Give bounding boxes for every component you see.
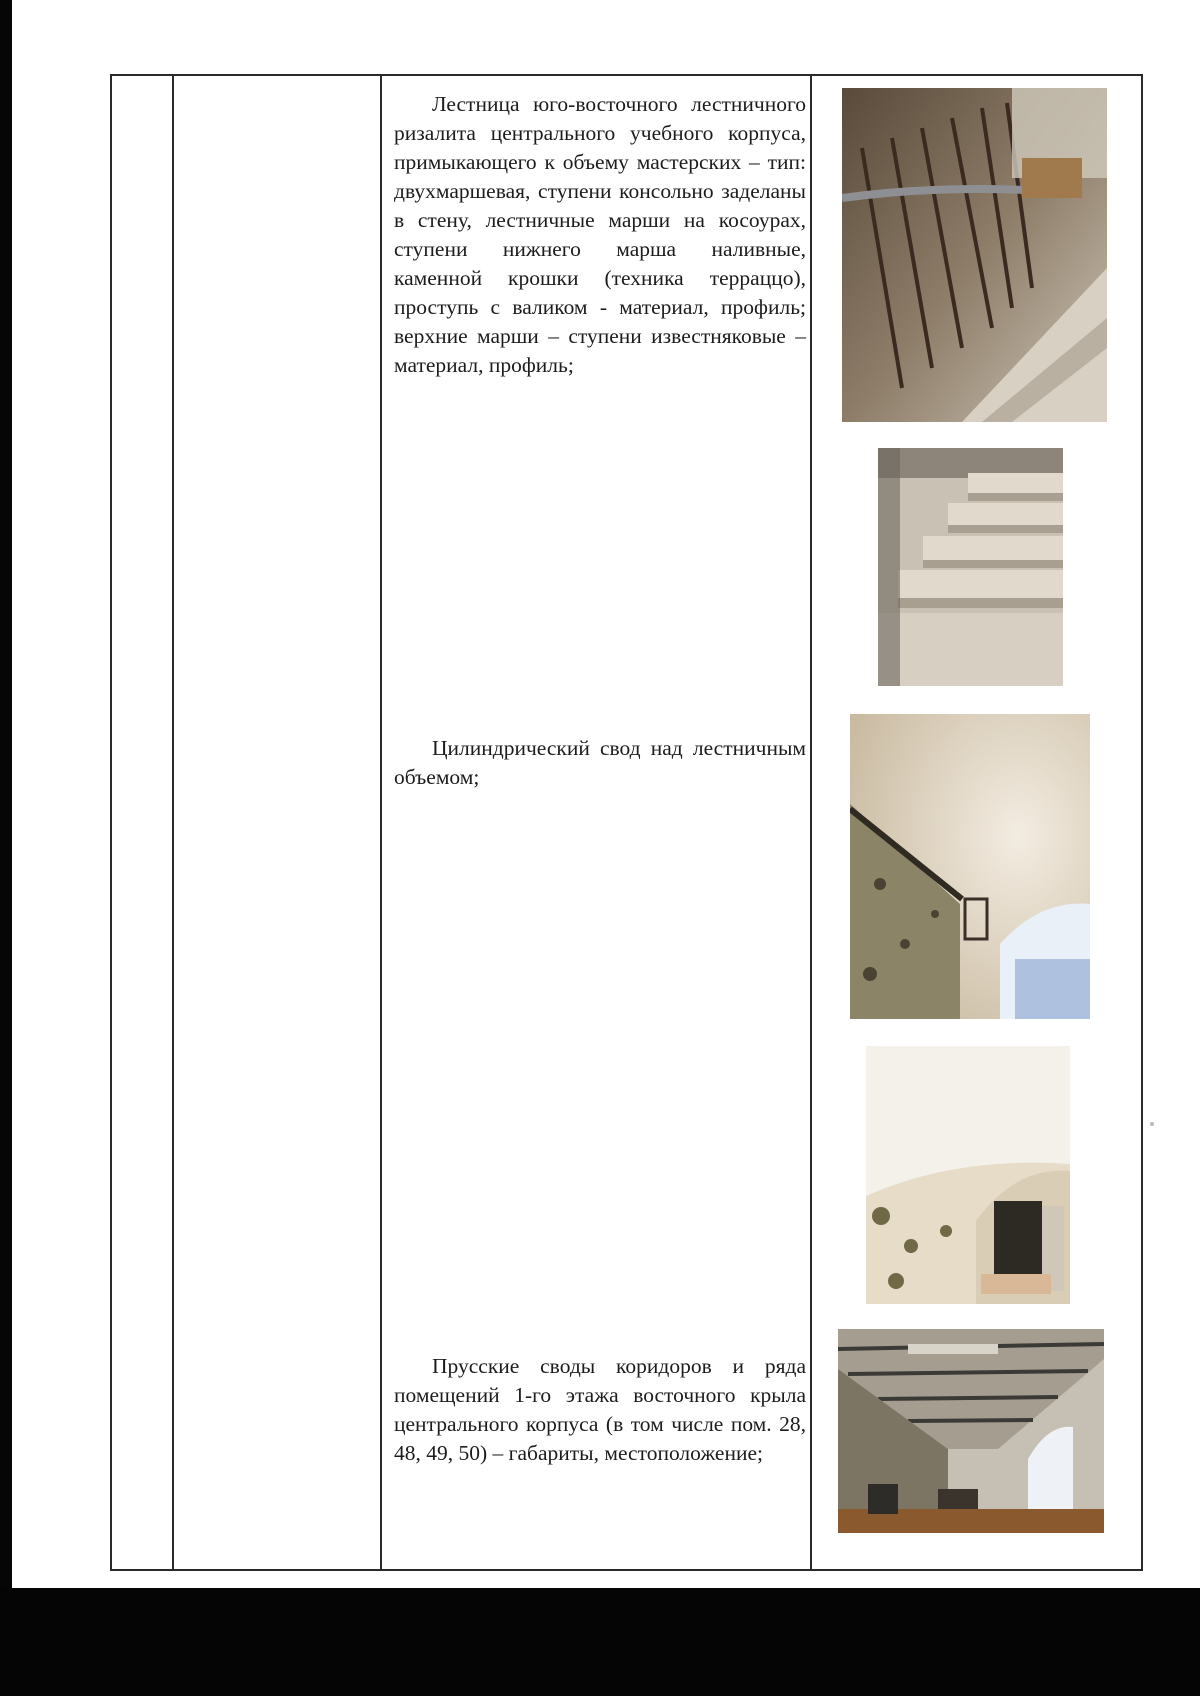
scan-bottom-edge xyxy=(0,1588,1200,1696)
corridor-prussian-vaults-photo xyxy=(838,1329,1104,1533)
table-border-left xyxy=(110,74,112,1569)
stone-steps-photo xyxy=(878,448,1063,686)
table-column-divider-1 xyxy=(172,74,174,1569)
table-row-1-description xyxy=(394,90,806,380)
staircase-railing-photo xyxy=(842,88,1107,422)
staircase-description: Лестница юго-восточного лестничного ризалита центрального учебного корпуса, примыкающего к объему мастерских – тип: двухмаршевая, ступени консольно заделаны в стену, лестничные марши на косоурах, ступени нижнего марша наливные, каменной крошки (техника терраццо), проступь с валиком - материал, профиль; верхние марши – ступени известняковые – материал, профиль; xyxy=(394,92,806,377)
scan-speck xyxy=(1150,1122,1154,1126)
table-column-divider-2 xyxy=(380,74,382,1569)
table-column-divider-3 xyxy=(810,74,812,1569)
prussian-vaults-description: Прусские своды коридоров и ряда помещений 1-го этажа восточного крыла центрального корпуса (в том числе пом. 28, 48, 49, 50) – габариты, местоположение; xyxy=(394,1354,806,1465)
table-border-right xyxy=(1141,74,1143,1569)
cylindrical-vault-wall-photo xyxy=(850,714,1090,1019)
scan-left-edge xyxy=(0,0,12,1696)
table-row-2-description xyxy=(394,734,806,792)
vault-arch-doorway-photo xyxy=(866,1046,1070,1304)
vault-description: Цилиндрический свод над лестничным объемом; xyxy=(394,736,806,789)
table-row-3-description xyxy=(394,1352,806,1468)
